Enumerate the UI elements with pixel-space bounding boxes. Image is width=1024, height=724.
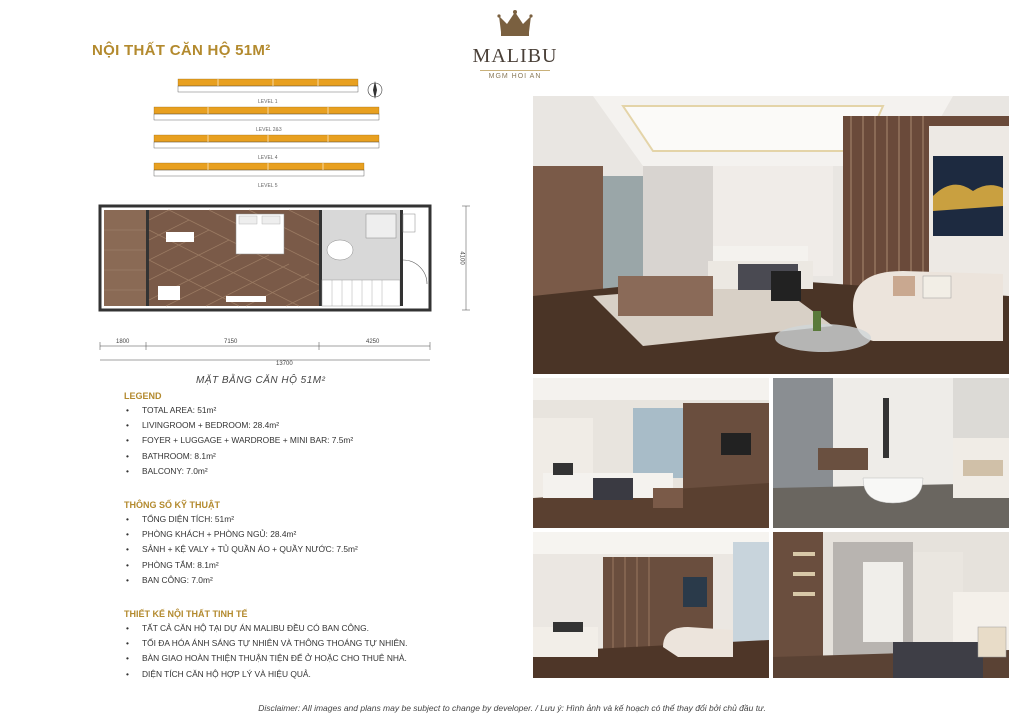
level-label: LEVEL 5: [258, 183, 278, 189]
disclaimer: Disclaimer: All images and plans may be subject to change by developer. / Lưu ý: Hình ảnh và kế hoạch có thể thay đổi bởi chủ đầu tư.: [258, 703, 766, 713]
legend-item: • LIVINGROOM + BEDROOM: 28.4m²: [124, 418, 494, 433]
legend-item: • TOTAL AREA: 51m²: [124, 403, 494, 418]
legend-item: • FOYER + LUGGAGE + WARDROBE + MINI BAR: 7.5m²: [124, 433, 494, 448]
entry-wardrobe-photo: [773, 532, 1009, 678]
design-title: THIẾT KẾ NỘI THẤT TINH TẾ: [124, 609, 248, 619]
spec-item: • PHÒNG TẮM: 8.1m²: [124, 558, 494, 573]
spec-item: • TỔNG DIỆN TÍCH: 51m²: [124, 512, 494, 527]
dimension-bath: 4250: [366, 339, 380, 345]
dimension-height: 4100: [458, 251, 465, 265]
design-section: [124, 609, 504, 682]
design-item: • TỐI ĐA HÓA ÁNH SÁNG TỰ NHIÊN VÀ THÔNG THOÁNG TỰ NHIÊN.: [124, 636, 504, 651]
spec-item: • PHÒNG KHÁCH + PHÒNG NGỦ: 28.4m²: [124, 527, 494, 542]
floor-plan-caption: MẶT BẰNG CĂN HỘ 51M²: [196, 375, 326, 386]
bathroom-photo: [773, 378, 1009, 528]
legend-title: LEGEND: [124, 391, 162, 401]
unit-floor-plan: [96, 200, 476, 370]
legend-section: [124, 391, 494, 479]
spec-item: • BAN CÔNG: 7.0m²: [124, 573, 494, 588]
living-lounge-photo: [533, 532, 769, 678]
logo-name: MALIBU: [472, 45, 558, 67]
page-title: NỘI THẤT CĂN HỘ 51M²: [92, 42, 271, 59]
malibu-logo: [470, 8, 560, 80]
dimension-balcony: 1800: [116, 339, 130, 345]
level-label: LEVEL 1: [258, 99, 278, 105]
legend-item: • BATHROOM: 8.1m²: [124, 449, 494, 464]
design-item: • DIỆN TÍCH CĂN HỘ HỢP LÝ VÀ HIỆU QUẢ.: [124, 667, 504, 682]
compass-icon: [368, 81, 382, 99]
bedroom-tv-photo: [533, 378, 769, 528]
spec-item: • SẢNH + KỆ VALY + TỦ QUẦN ÁO + QUẦY NƯỚC: 7.5m²: [124, 542, 494, 557]
design-item: • TẤT CẢ CĂN HỘ TẠI DỰ ÁN MALIBU ĐỀU CÓ BAN CÔNG.: [124, 621, 504, 636]
logo-subtitle: MGM HOI AN: [488, 73, 542, 80]
specs-title: THÔNG SỐ KỸ THUẬT: [124, 500, 220, 510]
level-label: LEVEL 2&3: [256, 127, 282, 133]
specs-section: [124, 500, 494, 588]
dimension-living: 7150: [224, 339, 238, 345]
design-item: • BÀN GIAO HOÀN THIỆN THUẬN TIỆN ĐỂ Ở HOẶC CHO THUÊ NHÀ.: [124, 651, 504, 666]
building-level-plans: [148, 76, 398, 194]
main-bedroom-photo: [533, 96, 1009, 374]
legend-item: • BALCONY: 7.0m²: [124, 464, 494, 479]
level-label: LEVEL 4: [258, 155, 278, 161]
dimension-total: 13700: [276, 361, 293, 367]
crown-icon: [495, 8, 535, 38]
